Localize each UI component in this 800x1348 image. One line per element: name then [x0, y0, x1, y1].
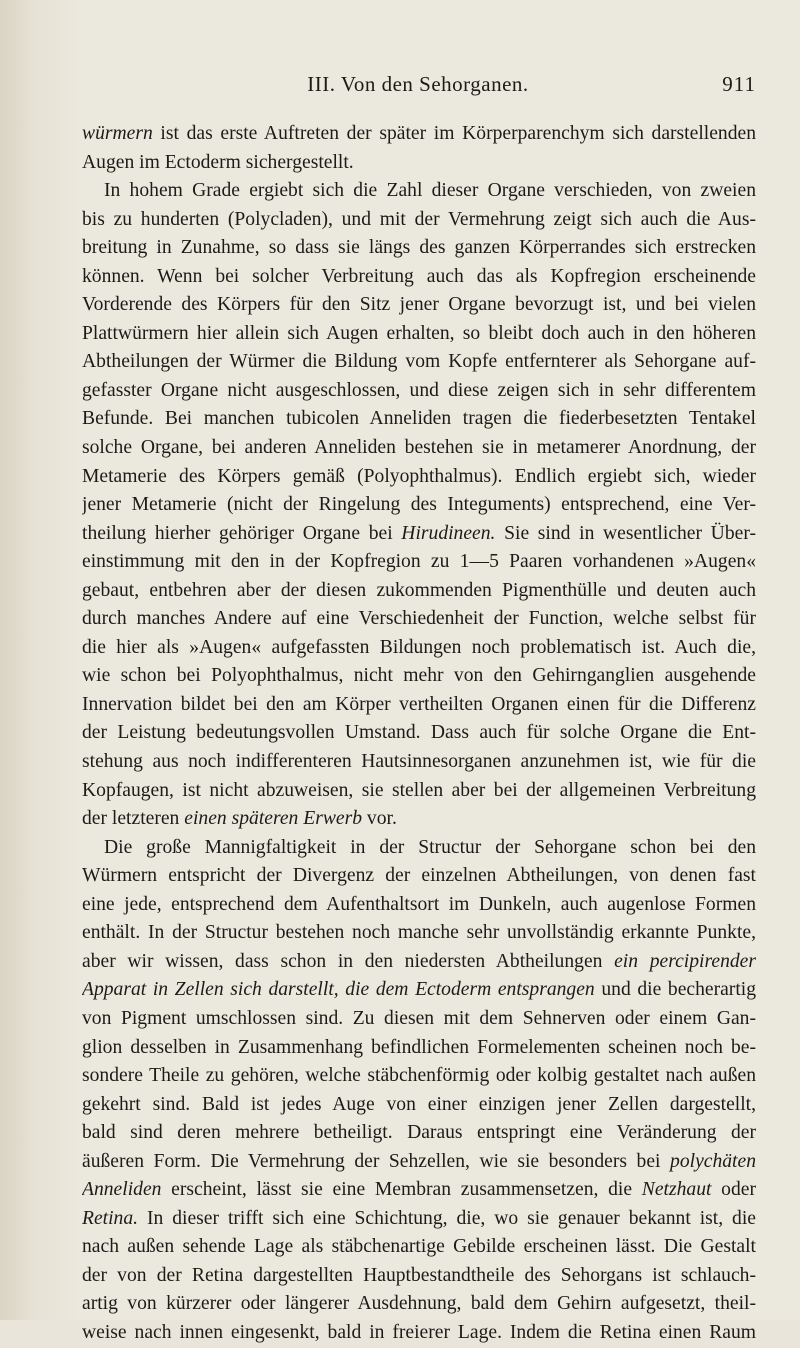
italic-term: polychäten — [670, 1150, 756, 1172]
text-line — [82, 691, 756, 720]
text-run: von Pigment umschlossen sind. Zu diesen mit dem Sehnerven oder einem Gan- — [82, 1007, 756, 1029]
text-run: können. Wenn bei solcher Verbreitung auch das als Kopfregion erscheinende — [82, 265, 756, 287]
italic-term: Apparat in Zellen sich darstellt, die dem Ectoderm entsprangen — [82, 979, 595, 1001]
text-run: solche Organe, bei anderen Anneliden bestehen sie in metamerer Anordnung, der — [82, 437, 756, 459]
text-run: Vorderende des Körpers für den Sitz jener Organe bevorzugt ist, und bei vielen — [82, 294, 756, 316]
text-line — [82, 1233, 756, 1262]
page-number: 911 — [722, 72, 756, 96]
text-line — [82, 491, 756, 520]
text-line — [82, 1005, 756, 1034]
text-line — [82, 748, 756, 777]
text-run: Innervation bildet bei den am Körper vertheilten Organen einen für die Differenz — [82, 693, 756, 715]
italic-term: Hirudineen. — [401, 522, 496, 544]
text-run: Metamerie des Körpers gemäß (Polyophthalmus). Endlich ergiebt sich, wieder — [82, 465, 756, 487]
text-run: vor. — [362, 808, 397, 830]
chapter-title: III. Von den Sehorganen. — [307, 72, 529, 96]
text-run: enthält. In der Structur bestehen noch manche sehr unvollständig erkannte Punkte, — [82, 922, 756, 944]
text-run: der Leistung bedeutungsvollen Umstand. Dass auch für solche Organe die Ent- — [82, 722, 756, 744]
text-run: wie schon bei Polyophthalmus, nicht mehr von den Gehirnganglien ausgehende — [82, 665, 756, 687]
text-run: nach außen sehende Lage als stäbchenartige Gebilde erscheinen lässt. Die Gestalt — [82, 1236, 756, 1258]
text-run: stehung aus noch indifferenteren Hautsinnesorganen anzunehmen ist, wie für die — [82, 751, 756, 773]
text-run: die hier als »Augen« aufgefassten Bildungen noch problematisch ist. Auch die, — [82, 636, 756, 658]
text-run: Sie sind in wesentlicher Über- — [495, 522, 756, 544]
text-run: äußeren Form. Die Vermehrung der Sehzellen, wie sie besonders bei — [82, 1150, 671, 1172]
text-run: aber wir wissen, dass schon in den niedersten Abtheilungen — [82, 950, 615, 972]
text-line — [82, 377, 756, 406]
text-run: ist das erste Auftreten der später im Körperparenchym sich darstellenden — [152, 123, 756, 144]
text-line — [82, 834, 756, 863]
text-line — [82, 719, 756, 748]
text-line — [82, 320, 756, 349]
text-run: durch manches Andere auf eine Verschiedenheit der Function, welche selbst für — [82, 608, 756, 630]
text-run: artig von kürzerer oder längerer Ausdehnung, bald dem Gehirn aufgesetzt, theil- — [82, 1293, 756, 1315]
text-run: breitung in Zunahme, so dass sie längs des ganzen Körperrandes sich erstrecken — [82, 237, 756, 259]
text-run: Befunde. Bei manchen tubicolen Anneliden tragen die fiederbesetzten Tentakel — [82, 408, 756, 430]
text-run: weise nach innen eingesenkt, bald in freierer Lage. Indem die Retina einen Raum — [82, 1321, 756, 1343]
text-line — [82, 891, 756, 920]
italic-term: würmern — [82, 123, 153, 144]
text-run: eine jede, entsprechend dem Aufenthaltsort im Dunkeln, auch augenlose Formen — [82, 893, 756, 915]
text-line — [82, 263, 756, 292]
text-run: bis zu hunderten (Polycladen), und mit der Vermehrung zeigt sich auch die Aus- — [82, 208, 756, 230]
text-run: Augen im Ectoderm sichergestellt. — [82, 151, 354, 173]
text-line — [82, 662, 756, 691]
text-line — [82, 348, 756, 377]
text-run: Würmern entspricht der Divergenz der einzelnen Abtheilungen, von denen fast — [82, 865, 756, 887]
running-header — [80, 72, 756, 106]
italic-term: ein percipirender — [614, 950, 756, 972]
text-line — [82, 634, 756, 663]
text-run: theilung hierher gehöriger Organe bei — [82, 522, 402, 544]
text-run: oder — [711, 1179, 756, 1201]
text-run: der von der Retina dargestellten Hauptbestandtheile des Sehorgans ist schlauch- — [82, 1264, 756, 1286]
text-line — [82, 777, 756, 806]
text-run: In hohem Grade ergiebt sich die Zahl dieser Organe verschieden, von zweien — [104, 180, 756, 202]
text-line — [82, 520, 756, 549]
text-run: sondere Theile zu gehören, welche stäbchenförmig oder kolbig gestaltet nach außen — [82, 1065, 756, 1087]
text-line — [82, 862, 756, 891]
text-run: gebaut, entbehren aber der diesen zukommenden Pigmenthülle und deuten auch — [82, 579, 756, 601]
italic-term: Anneliden — [82, 1179, 162, 1201]
italic-term: einen späteren Erwerb — [184, 808, 363, 830]
text-line — [82, 1034, 756, 1063]
text-run: Abtheilungen der Würmer die Bildung vom Kopfe entfernterer als Sehorgane auf- — [82, 351, 756, 373]
text-run: der letzteren — [82, 808, 185, 830]
text-line — [82, 1148, 756, 1177]
text-run: gefasster Organe nicht ausgeschlossen, und diese zeigen sich in sehr differentem — [82, 379, 756, 401]
text-run: jener Metamerie (nicht der Ringelung des Integuments) entsprechend, eine Ver- — [82, 494, 756, 516]
text-line — [82, 1205, 756, 1234]
text-line — [82, 1262, 756, 1291]
text-line — [82, 805, 756, 834]
text-line — [82, 291, 756, 320]
text-line — [82, 1176, 756, 1205]
text-line — [82, 1119, 756, 1148]
italic-term: Retina. — [82, 1207, 139, 1229]
body-text — [82, 120, 756, 1348]
text-line — [82, 1062, 756, 1091]
text-run: erscheint, lässt sie eine Membran zusammensetzen, die — [161, 1179, 642, 1201]
text-run: Plattwürmern hier allein sich Augen erhalten, so bleibt doch auch in den höheren — [82, 322, 756, 344]
text-line — [82, 405, 756, 434]
text-line — [82, 976, 756, 1005]
text-line — [82, 149, 756, 178]
text-line — [82, 463, 756, 492]
text-run: glion desselben in Zusammenhang befindlichen Formelementen scheinen noch be- — [82, 1036, 756, 1058]
text-run: Die große Mannigfaltigkeit in der Structur der Sehorgane schon bei den — [104, 836, 756, 858]
text-line — [82, 234, 756, 263]
text-run: Kopfaugen, ist nicht abzuweisen, sie stellen aber bei der allgemeinen Verbreitung — [82, 779, 756, 801]
text-line — [82, 605, 756, 634]
text-line — [82, 919, 756, 948]
text-run: einstimmung mit den in der Kopfregion zu 1—5 Paaren vorhandenen »Augen« — [82, 551, 756, 573]
text-run: In dieser trifft sich eine Schichtung, die, wo sie genauer bekannt ist, die — [138, 1207, 756, 1229]
text-line — [82, 1319, 756, 1348]
text-run: bald sind deren mehrere betheiligt. Daraus entspringt eine Veränderung der — [82, 1122, 756, 1144]
text-line — [82, 577, 756, 606]
text-line — [82, 948, 756, 977]
text-line — [82, 434, 756, 463]
text-line — [82, 1290, 756, 1319]
text-line — [82, 1091, 756, 1120]
text-line — [82, 206, 756, 235]
italic-term: Netzhaut — [641, 1179, 712, 1201]
text-run: gekehrt sind. Bald ist jedes Auge von einer einzigen jener Zellen dargestellt, — [82, 1093, 756, 1115]
text-line — [82, 120, 756, 149]
text-line — [82, 177, 756, 206]
text-run: und die becherartig — [594, 979, 756, 1001]
text-line — [82, 548, 756, 577]
